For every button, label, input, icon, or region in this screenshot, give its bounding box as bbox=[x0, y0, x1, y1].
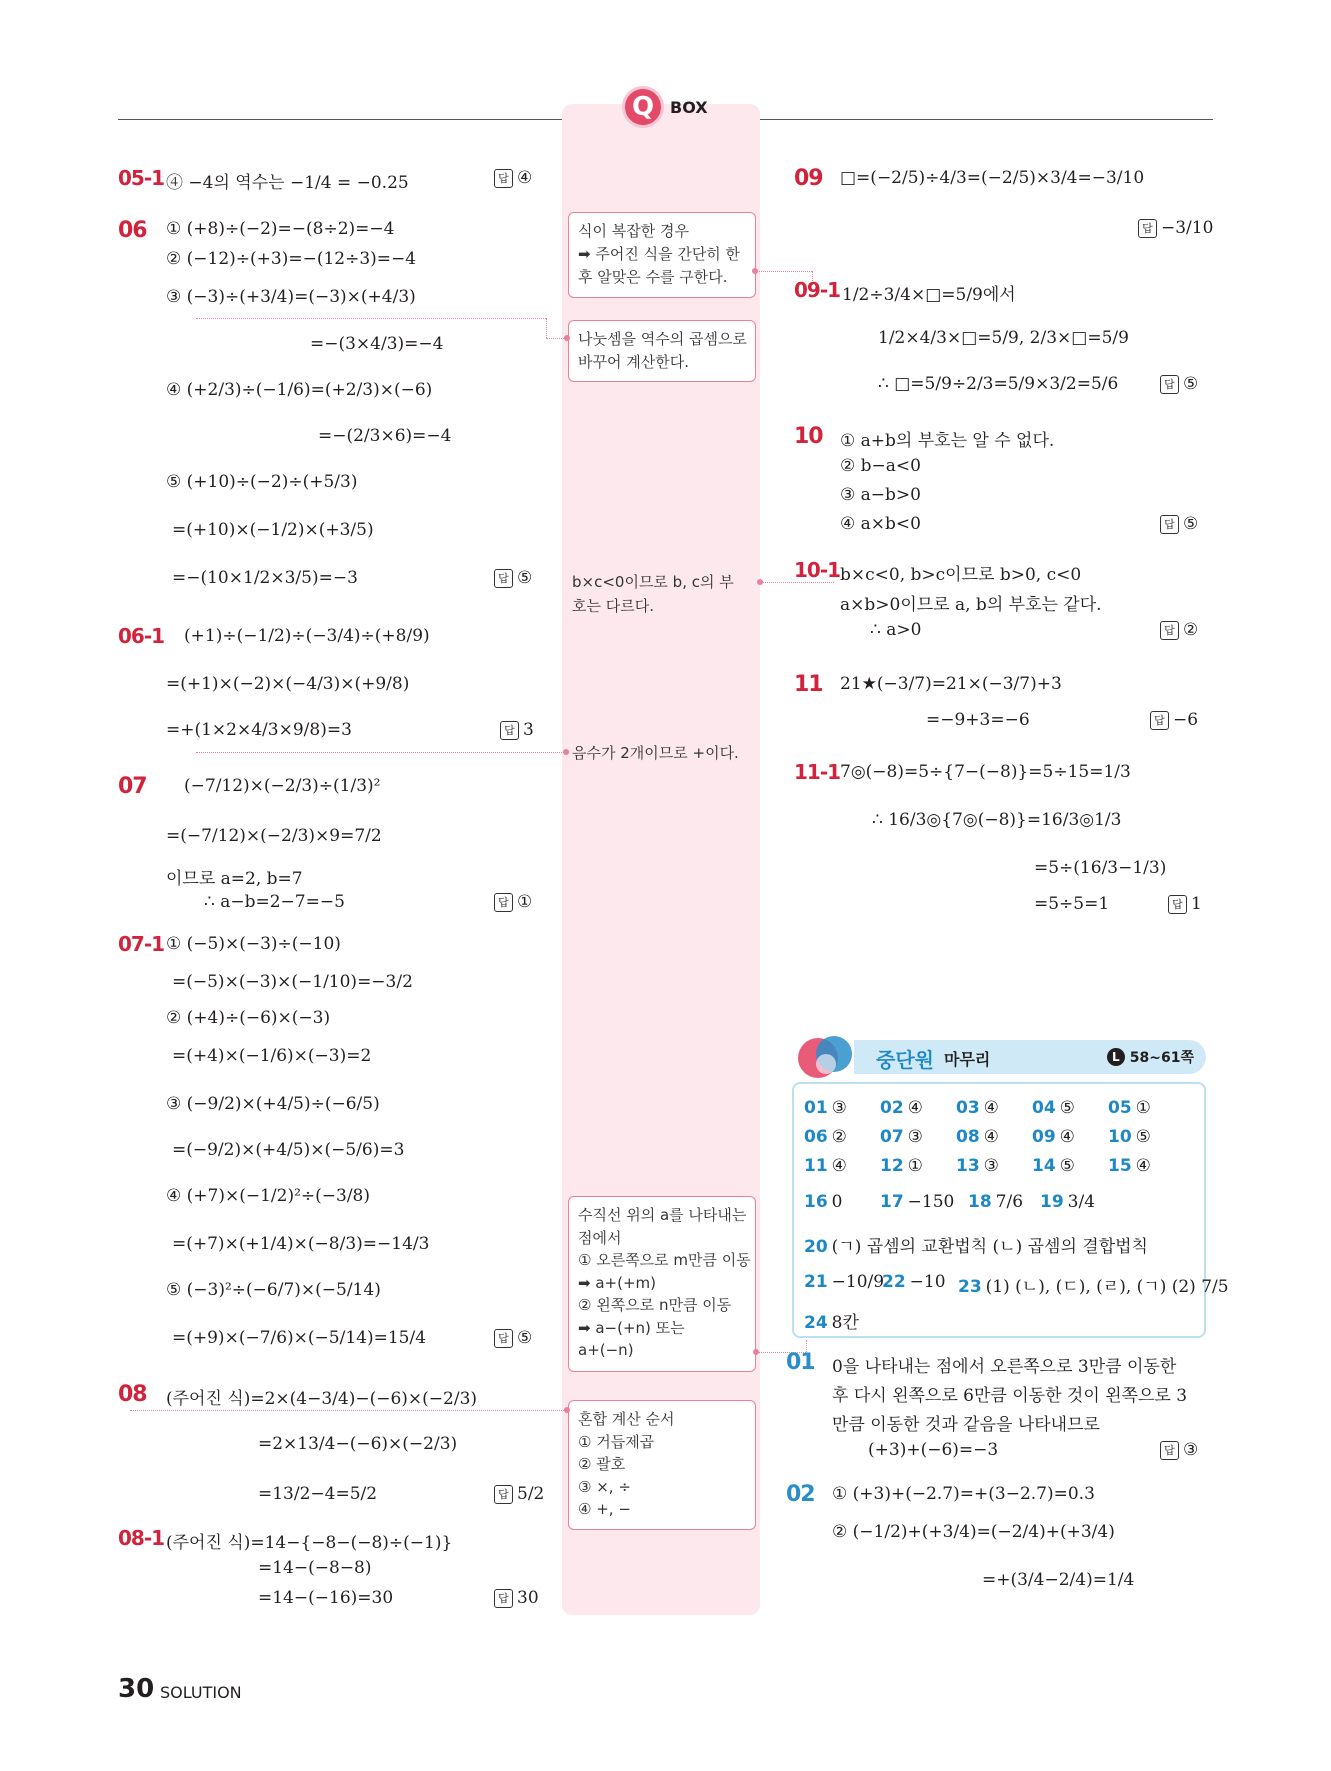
qbox-note-6: 혼합 계산 순서 ① 거듭제곱 ② 괄호 ③ ×, ÷ ④ +, − bbox=[568, 1400, 756, 1530]
answer-tag-icon: 답 bbox=[1138, 219, 1157, 238]
solution-line: ② (−12)÷(+3)=−(12÷3)=−4 bbox=[166, 249, 417, 269]
solution-line: =−(3×4/3)=−4 bbox=[310, 334, 444, 354]
answer-tag-icon: 답 bbox=[494, 1589, 513, 1608]
answer: 답 ① bbox=[494, 892, 532, 912]
summary-answer: 18 7/6 bbox=[968, 1192, 1024, 1212]
solution-line: =(+1)×(−2)×(−4/3)×(+9/8) bbox=[166, 674, 410, 694]
answer-tag-icon: 답 bbox=[494, 169, 513, 188]
top-rule-right bbox=[758, 119, 1213, 120]
problem-number: 06-1 bbox=[118, 624, 165, 648]
problem-number: 11 bbox=[794, 672, 823, 697]
answer: 답 ③ bbox=[1160, 1440, 1198, 1460]
solution-line: 21★(−3/7)=21×(−3/7)+3 bbox=[840, 674, 1062, 694]
problem-number: 08 bbox=[118, 1382, 147, 1407]
summary-answer: 09 ④ bbox=[1032, 1127, 1075, 1147]
solution-line: ∴ a>0 bbox=[870, 620, 922, 640]
solution-line: =(+10)×(−1/2)×(+3/5) bbox=[172, 520, 374, 540]
solution-line: ⑤ (+10)÷(−2)÷(+5/3) bbox=[166, 472, 358, 492]
solution-line: =2×13/4−(−6)×(−2/3) bbox=[258, 1434, 458, 1454]
answer-tag-icon: 답 bbox=[494, 569, 513, 588]
solution-line: =14−(−8−8) bbox=[258, 1558, 372, 1578]
solution-line: ① (+8)÷(−2)=−(8÷2)=−4 bbox=[166, 219, 395, 239]
solution-line: (+1)÷(−1/2)÷(−3/4)÷(+8/9) bbox=[184, 626, 430, 646]
connector-line bbox=[546, 318, 547, 338]
answer: 답 5/2 bbox=[494, 1484, 544, 1504]
summary-answer: 21 −10/9 bbox=[804, 1272, 885, 1292]
summary-page-ref: L 58~61쪽 bbox=[1107, 1047, 1194, 1067]
summary-answer: 22 −10 bbox=[882, 1272, 946, 1292]
solution-line: 7◎(−8)=5÷{7−(−8)}=5÷15=1/3 bbox=[840, 762, 1131, 782]
connector-dot bbox=[757, 579, 763, 585]
solution-line: ③ a−b>0 bbox=[840, 485, 921, 505]
summary-answer: 07 ③ bbox=[880, 1127, 923, 1147]
problem-number: 09 bbox=[794, 166, 823, 191]
summary-answer: 23 (1) (ㄴ), (ㄷ), (ㄹ), (ㄱ) (2) 7/5 bbox=[958, 1277, 1229, 1297]
answer-tag-icon: 답 bbox=[1160, 375, 1179, 394]
solution-line: =(+4)×(−1/6)×(−3)=2 bbox=[172, 1046, 372, 1066]
solution-line: 1/2÷3/4×□=5/9에서 bbox=[842, 285, 1016, 305]
solution-line: □=(−2/5)÷4/3=(−2/5)×3/4=−3/10 bbox=[840, 168, 1145, 188]
summary-answer: 16 0 bbox=[804, 1192, 843, 1212]
summary-answer: 11 ④ bbox=[804, 1156, 847, 1176]
solution-line: =(−5)×(−3)×(−1/10)=−3/2 bbox=[172, 972, 413, 992]
solution-line: 0을 나타내는 점에서 오른쪽으로 3만큼 이동한 bbox=[832, 1357, 1177, 1377]
qbox-header bbox=[622, 86, 708, 128]
solution-line: ④ −4의 역수는 −1/4 = −0.25 bbox=[166, 173, 409, 193]
solution-line: =14−(−16)=30 bbox=[258, 1588, 394, 1608]
answer: 답 1 bbox=[1168, 894, 1202, 914]
answer-tag-icon: 답 bbox=[494, 1485, 513, 1504]
solution-line: 이므로 a=2, b=7 bbox=[166, 869, 303, 889]
solution-line: ③ (−9/2)×(+4/5)÷(−6/5) bbox=[166, 1094, 380, 1114]
connector-line bbox=[196, 752, 566, 753]
answer: 답 ⑤ bbox=[1160, 514, 1198, 534]
summary-answer: 24 8칸 bbox=[804, 1313, 859, 1333]
solution-line: =−(10×1/2×3/5)=−3 bbox=[172, 568, 358, 588]
connector-dot bbox=[753, 1349, 759, 1355]
problem-number: 07 bbox=[118, 774, 147, 799]
problem-number: 05-1 bbox=[118, 166, 165, 190]
answer: 답 30 bbox=[494, 1588, 539, 1608]
solution-line: ⑤ (−3)²÷(−6/7)×(−5/14) bbox=[166, 1280, 381, 1300]
answer-tag-icon: 답 bbox=[500, 721, 519, 740]
summary-subtitle: 마무리 bbox=[944, 1050, 991, 1069]
problem-number: 07-1 bbox=[118, 932, 165, 956]
answer: 답 ④ bbox=[494, 168, 532, 188]
solution-line: =+(1×2×4/3×9/8)=3 bbox=[166, 720, 352, 740]
answer-tag-icon: 답 bbox=[494, 1329, 513, 1348]
connector-dot bbox=[563, 749, 569, 755]
solution-line: 만큼 이동한 것과 같음을 나타내므로 bbox=[832, 1415, 1100, 1435]
box-label: BOX bbox=[670, 97, 708, 117]
page-number: 30 bbox=[118, 1674, 155, 1704]
summary-answer: 19 3/4 bbox=[1040, 1192, 1096, 1212]
q-logo-icon: Q bbox=[622, 86, 664, 128]
lesson-icon: L bbox=[1107, 1048, 1125, 1066]
answer-tag-icon: 답 bbox=[1168, 895, 1187, 914]
summary-answer: 03 ④ bbox=[956, 1098, 999, 1118]
connector-dot bbox=[564, 335, 570, 341]
solution-line: (주어진 식)=14−{−8−(−8)÷(−1)} bbox=[166, 1533, 453, 1553]
summary-title: 중단원 bbox=[876, 1048, 934, 1072]
summary-answer: 14 ⑤ bbox=[1032, 1156, 1075, 1176]
summary-answer: 13 ③ bbox=[956, 1156, 999, 1176]
answer-tag-icon: 답 bbox=[1160, 1441, 1179, 1460]
solution-line: =5÷(16/3−1/3) bbox=[1034, 858, 1167, 878]
problem-number: 08-1 bbox=[118, 1526, 165, 1550]
solution-line: ② (−1/2)+(+3/4)=(−2/4)+(+3/4) bbox=[832, 1522, 1115, 1542]
solution-line: ∴ □=5/9÷2/3=5/9×3/2=5/6 bbox=[878, 374, 1119, 394]
summary-answer: 02 ④ bbox=[880, 1098, 923, 1118]
summary-header bbox=[794, 1032, 1206, 1082]
top-rule-left bbox=[118, 119, 564, 120]
solution-line: ② b−a<0 bbox=[840, 456, 921, 476]
problem-number: 11-1 bbox=[794, 760, 841, 784]
qbox-note-2: 나눗셈을 역수의 곱셈으로 바꾸어 계산한다. bbox=[568, 320, 756, 382]
solution-line: =+(3/4−2/4)=1/4 bbox=[982, 1570, 1135, 1590]
footer-label: SOLUTION bbox=[160, 1683, 242, 1702]
problem-number: 02 bbox=[786, 1482, 815, 1507]
solution-line: (주어진 식)=2×(4−3/4)−(−6)×(−2/3) bbox=[166, 1389, 478, 1409]
answer: 답 3 bbox=[500, 720, 534, 740]
summary-answer: 15 ④ bbox=[1108, 1156, 1151, 1176]
solution-line: 후 다시 왼쪽으로 6만큼 이동한 것이 왼쪽으로 3 bbox=[832, 1386, 1188, 1406]
solution-line: ② (+4)÷(−6)×(−3) bbox=[166, 1008, 331, 1028]
answer: 답 ⑤ bbox=[494, 568, 532, 588]
solution-line: =(−9/2)×(+4/5)×(−5/6)=3 bbox=[172, 1140, 405, 1160]
answer: 답 ② bbox=[1160, 620, 1198, 640]
solution-line: =−9+3=−6 bbox=[926, 710, 1030, 730]
answer: 답 ⑤ bbox=[1160, 374, 1198, 394]
summary-answer: 06 ② bbox=[804, 1127, 847, 1147]
summary-answer: 12 ① bbox=[880, 1156, 923, 1176]
connector-line bbox=[196, 318, 546, 319]
problem-number: 09-1 bbox=[794, 278, 841, 302]
solution-line: =(+7)×(+1/4)×(−8/3)=−14/3 bbox=[172, 1234, 430, 1254]
problem-number: 10 bbox=[794, 424, 823, 449]
solution-line: ③ (−3)÷(+3/4)=(−3)×(+4/3) bbox=[166, 287, 416, 307]
solution-line: (−7/12)×(−2/3)÷(1/3)² bbox=[184, 776, 381, 796]
qbox-note-1: 식이 복잡한 경우 ➡ 주어진 식을 간단히 한 후 알맞은 수를 구한다. bbox=[568, 212, 756, 298]
connector-line bbox=[130, 1410, 568, 1411]
answer: 답 −6 bbox=[1150, 710, 1198, 730]
solution-line: =(−7/12)×(−2/3)×9=7/2 bbox=[166, 826, 382, 846]
solution-line: (+3)+(−6)=−3 bbox=[868, 1440, 999, 1460]
answer-tag-icon: 답 bbox=[1160, 515, 1179, 534]
answer-tag-icon: 답 bbox=[494, 893, 513, 912]
problem-number: 06 bbox=[118, 218, 147, 243]
summary-answer: 04 ⑤ bbox=[1032, 1098, 1075, 1118]
solution-line: =(+9)×(−7/6)×(−5/14)=15/4 bbox=[172, 1328, 427, 1348]
solution-line: ④ a×b<0 bbox=[840, 514, 921, 534]
summary-answer: 05 ① bbox=[1108, 1098, 1151, 1118]
solution-line: ① a+b의 부호는 알 수 없다. bbox=[840, 431, 1055, 451]
connector-line bbox=[760, 582, 834, 583]
problem-number: 01 bbox=[786, 1350, 815, 1375]
answer: 답 ⑤ bbox=[494, 1328, 532, 1348]
solution-line: ① (−5)×(−3)÷(−10) bbox=[166, 934, 341, 954]
solution-line: =−(2/3×6)=−4 bbox=[318, 426, 452, 446]
answer: 답 −3/10 bbox=[1138, 218, 1213, 238]
solution-line: ④ (+2/3)÷(−1/6)=(+2/3)×(−6) bbox=[166, 380, 433, 400]
summary-answer: 20 (ㄱ) 곱셈의 교환법칙 (ㄴ) 곱셈의 결합법칙 bbox=[804, 1237, 1148, 1257]
solution-line: a×b>0이므로 a, b의 부호는 같다. bbox=[840, 595, 1102, 615]
solution-line: ④ (+7)×(−1/2)²÷(−3/8) bbox=[166, 1186, 371, 1206]
solution-line: =5÷5=1 bbox=[1034, 894, 1110, 914]
connector-dot bbox=[752, 268, 758, 274]
connector-dot bbox=[564, 1407, 570, 1413]
problem-number: 10-1 bbox=[794, 558, 841, 582]
solution-line: =13/2−4=5/2 bbox=[258, 1484, 378, 1504]
qbox-note-5: 수직선 위의 a를 나타내는 점에서 ① 오른쪽으로 m만큼 이동 ➡ a+(+m) ② 왼쪽으로 n만큼 이동 ➡ a−(+n) 또는 a+(−n) bbox=[568, 1196, 756, 1372]
solution-line: ① (+3)+(−2.7)=+(3−2.7)=0.3 bbox=[832, 1484, 1095, 1504]
solution-line: 1/2×4/3×□=5/9, 2/3×□=5/9 bbox=[878, 328, 1129, 348]
answer-tag-icon: 답 bbox=[1150, 711, 1169, 730]
summary-answer: 08 ④ bbox=[956, 1127, 999, 1147]
solution-line: b×c<0, b>c이므로 b>0, c<0 bbox=[840, 565, 1082, 585]
connector-line bbox=[756, 271, 812, 272]
summary-answer: 01 ③ bbox=[804, 1098, 847, 1118]
answer-tag-icon: 답 bbox=[1160, 621, 1179, 640]
summary-answer: 10 ⑤ bbox=[1108, 1127, 1151, 1147]
qbox-note-4: 음수가 2개이므로 +이다. bbox=[572, 744, 739, 762]
qbox-note-3: b×c<0이므로 b, c의 부 호는 다르다. bbox=[572, 573, 734, 615]
solution-line: ∴ 16/3◎{7◎(−8)}=16/3◎1/3 bbox=[872, 810, 1122, 830]
solution-line: ∴ a−b=2−7=−5 bbox=[204, 892, 345, 912]
summary-answer: 17 −150 bbox=[880, 1192, 955, 1212]
